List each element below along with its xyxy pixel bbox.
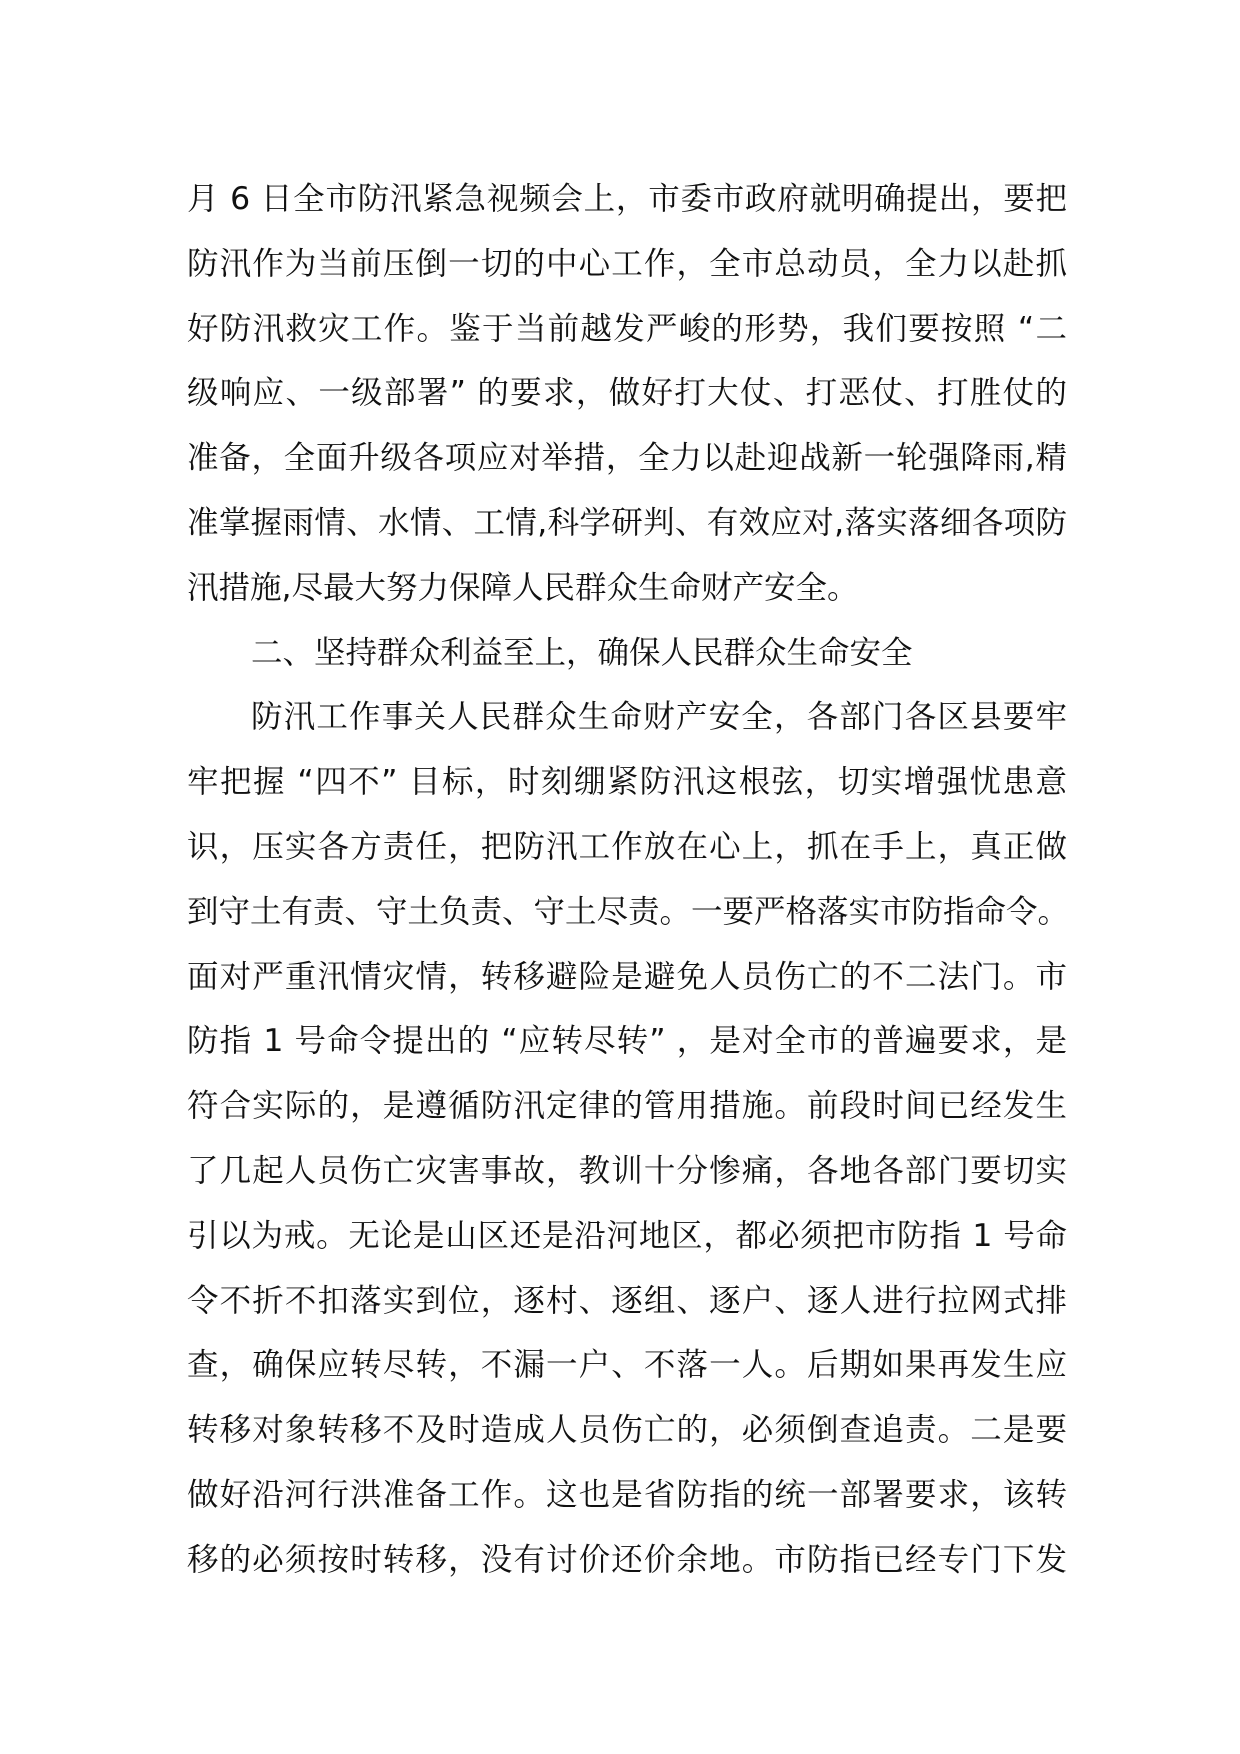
text-line-16: 了几起人员伤亡灾害事故，教训十分惨痛，各地各部门要切实 [187, 1152, 1067, 1189]
text-line-4: 级响应、一级部署” 的要求，做好打大仗、打恶仗、打胜仗的 [187, 375, 1067, 412]
text-line-2: 防汛作为当前压倒一切的中心工作，全市总动员，全力以赴抓 [187, 245, 1067, 282]
text-line-5: 准备，全面升级各项应对举措，全力以赴迎战新一轮强降雨,精 [187, 440, 1067, 477]
text-line-12: 到守土有责、守土负责、守土尽责。一要严格落实市防指命令。 [187, 893, 1070, 930]
text-line-9: 防汛工作事关人民群众生命财产安全，各部门各区县要牢 [251, 699, 1067, 736]
text-line-20: 转移对象转移不及时造成人员伤亡的，必须倒查追责。二是要 [187, 1412, 1067, 1449]
section-heading: 二、坚持群众利益至上，确保人民群众生命安全 [251, 634, 913, 671]
text-line-17: 引以为戒。无论是山区还是沿河地区，都必须把市防指 1 号命 [187, 1217, 1067, 1254]
text-line-13: 面对严重汛情灾情，转移避险是避免人员伤亡的不二法门。市 [187, 958, 1067, 995]
text-line-22: 移的必须按时转移，没有讨价还价余地。市防指已经专门下发 [187, 1541, 1067, 1578]
text-line-10: 牢把握 “四不” 目标，时刻绷紧防汛这根弦，切实增强忧患意 [187, 764, 1067, 801]
text-line-1: 月 6 日全市防汛紧急视频会上，市委市政府就明确提出，要把 [187, 181, 1067, 217]
text-line-14: 防指 1 号命令提出的 “应转尽转” ，是对全市的普遍要求，是 [187, 1023, 1067, 1060]
text-line-18: 令不折不扣落实到位，逐村、逐组、逐户、逐人进行拉网式排 [187, 1282, 1067, 1319]
body-text [187, 167, 1070, 1593]
text-line-15: 符合实际的，是遵循防汛定律的管用措施。前段时间已经发生 [187, 1088, 1067, 1125]
text-line-11: 识，压实各方责任，把防汛工作放在心上，抓在手上，真正做 [187, 828, 1067, 865]
text-line-3: 好防汛救灾工作。鉴于当前越发严峻的形势，我们要按照 “二 [187, 310, 1067, 347]
text-line-7: 汛措施,尽最大努力保障人民群众生命财产安全。 [187, 569, 859, 606]
text-line-6: 准掌握雨情、水情、工情,科学研判、有效应对,落实落细各项防 [187, 504, 1067, 541]
text-line-21: 做好沿河行洪准备工作。这也是省防指的统一部署要求，该转 [187, 1476, 1067, 1513]
text-line-19: 查，确保应转尽转，不漏一户、不落一人。后期如果再发生应 [187, 1347, 1067, 1384]
